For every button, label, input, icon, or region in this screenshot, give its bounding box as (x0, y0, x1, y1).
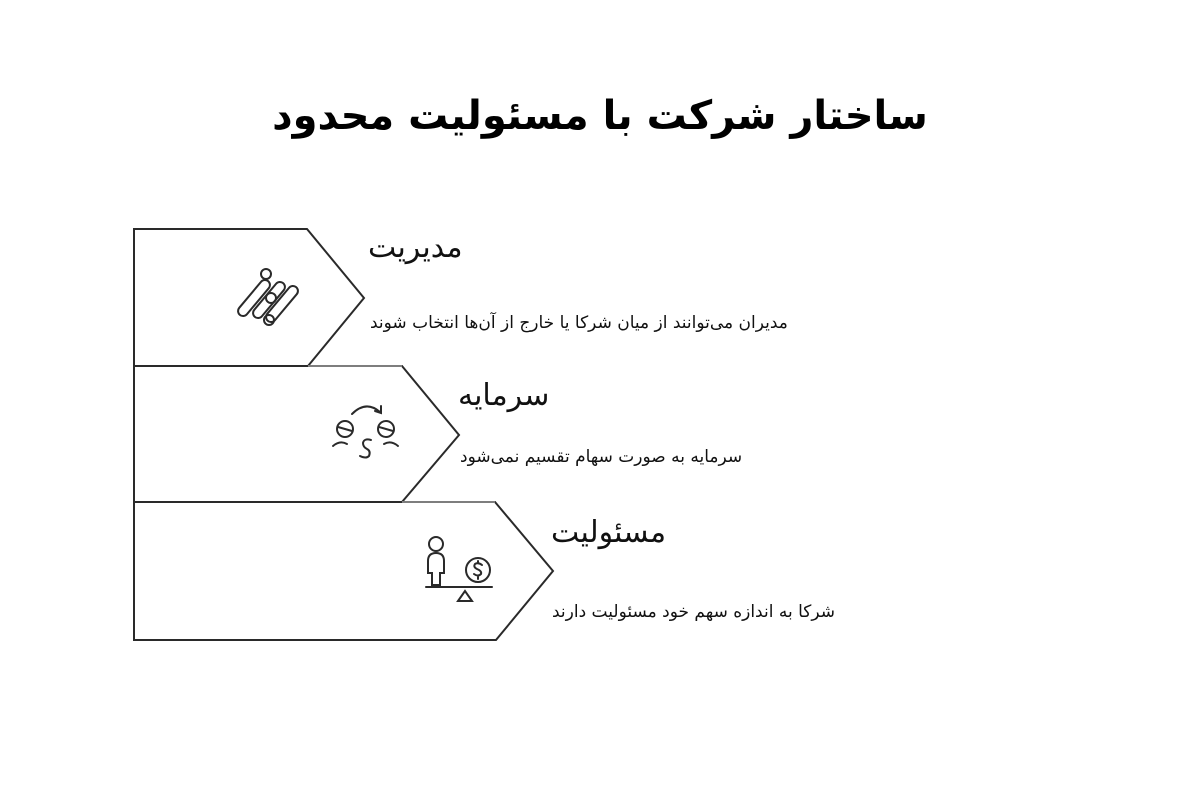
diagram-title: ساختار شرکت با مسئولیت محدود (272, 93, 928, 139)
step-3-heading: مسئولیت (551, 515, 667, 550)
person-balance-coin-icon (420, 533, 496, 609)
step-1-description: مدیران می‌توانند از میان شرکا یا خارج از آن‌ها انتخاب شوند (370, 313, 788, 333)
money-transfer-people-icon (330, 398, 402, 470)
step-2-arrow-shape (134, 366, 459, 502)
step-1-heading: مدیریت (368, 230, 463, 265)
step-2-heading: سرمایه (458, 378, 550, 413)
step-3-description: شرکا به اندازه سهم خود مسئولیت دارند (552, 602, 835, 622)
paperclips-icon (232, 262, 304, 334)
step-2-description: سرمایه به صورت سهام تقسیم نمی‌شود (460, 447, 743, 467)
